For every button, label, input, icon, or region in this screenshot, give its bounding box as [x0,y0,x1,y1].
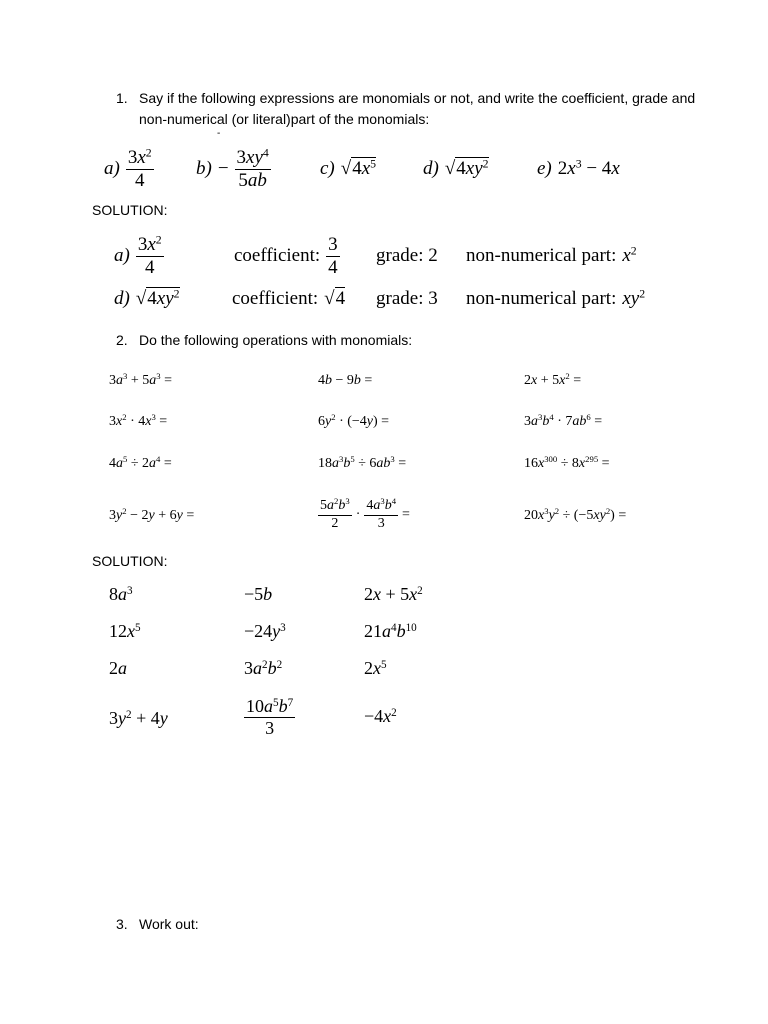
operation-11: $\frac{5a^2b^3}{2}$ · $\frac{4a^3b^4}{3}$ = [320,496,410,531]
answer-2: −5b [244,584,273,604]
coefficient-value: √4 [324,288,346,309]
operation-6: $3a^3b^4 \cdot 7ab^6$ = [524,412,603,429]
answer-8: $3a^2b^2$ [244,658,283,678]
solution-row-a: a) $\frac{3x^2}{4}$ coefficient: $\frac{3}{4}$ grade: 2 non-numerical part: $x^2$ [114,233,637,278]
answer-11: $\frac{10a^5b^7}{3}$ [246,695,294,738]
coefficient-label: coefficient: [232,288,319,309]
operation-5: $6y^2 \cdot (-4y)$ = [318,412,390,429]
grade-value: grade: 2 [376,245,438,266]
answer-10: $3y^2 + 4y$ [109,708,168,728]
question-1-text: Say if the following expressions are monomials or not, and write the coefficient, grade and non-numerical (or literal)part of the monomials: [139,90,696,127]
solution-2-heading: SOLUTION: [92,553,168,569]
q1-expression-c: c) $√4x^5$ [320,157,377,179]
operation-2: 4b − 9b = [318,373,373,388]
coefficient-label: coefficient: [234,245,321,266]
q1-expression-a [104,144,154,194]
label-a: a) [104,158,120,179]
operation-12: $20x^3y^2 \div (-5xy^2)$ = [524,506,627,523]
answer-4: $12x^5$ [109,621,141,641]
answer-3: $2x + 5x^2$ [364,584,423,604]
operation-3: $2x + 5x^2$ = [524,371,582,388]
part-label: non-numerical part: [466,288,617,309]
operation-9: $16x^{300} \div 8x^{295}$ = [524,454,610,471]
part-label: non-numerical part: [466,245,617,266]
q1-expression-b: b) − $\frac{3xy^4}{5ab}$ [196,146,269,191]
label-c: c) [320,158,335,179]
label-b: b) [196,158,212,179]
label-e: e) [537,158,552,179]
solution-1-heading: SOLUTION: [92,202,168,218]
question-2-number: 2. [116,332,128,348]
q1-expression-e: e) $2x^3 - 4x$ [537,157,620,179]
answer-5: $-24y^3$ [244,621,286,641]
answer-1: $8a^3$ [109,584,133,604]
q1-expression-d: d) $√4xy^2$ [423,157,489,179]
operation-4: $3x^2 \cdot 4x^3$ = [109,412,168,429]
question-2-text: Do the following operations with monomials: [139,332,413,348]
fraction: $\frac{3x^2}{4}$ [127,146,152,191]
operation-10: $3y^2 - 2y + 6y$ = [109,506,195,523]
answer-7: 2a [109,658,127,678]
question-3-number: 3. [116,916,128,932]
fraction: $\frac{3xy^4}{5ab}$ [236,146,269,191]
question-3-text: Work out: [139,916,199,932]
label-d: d) [423,158,439,179]
answer-6: $21a^4b^{10}$ [364,621,417,641]
operation-7: $4a^5 \div 2a^4$ = [109,454,172,471]
answer-12: $-4x^2$ [364,706,397,726]
answer-9: $2x^5$ [364,658,387,678]
operation-1: $3a^3 + 5a^3$ = [109,371,172,388]
solution-row-d: d) $√4xy^2$ coefficient: √4 grade: 3 non-numerical part: $xy^2$ [114,287,646,309]
stray-mark: - [217,128,221,139]
operation-8: $18a^3b^5 \div 6ab^3$ = [318,454,407,471]
grade-value: grade: 3 [376,288,438,309]
question-1-number: 1. [116,90,128,106]
